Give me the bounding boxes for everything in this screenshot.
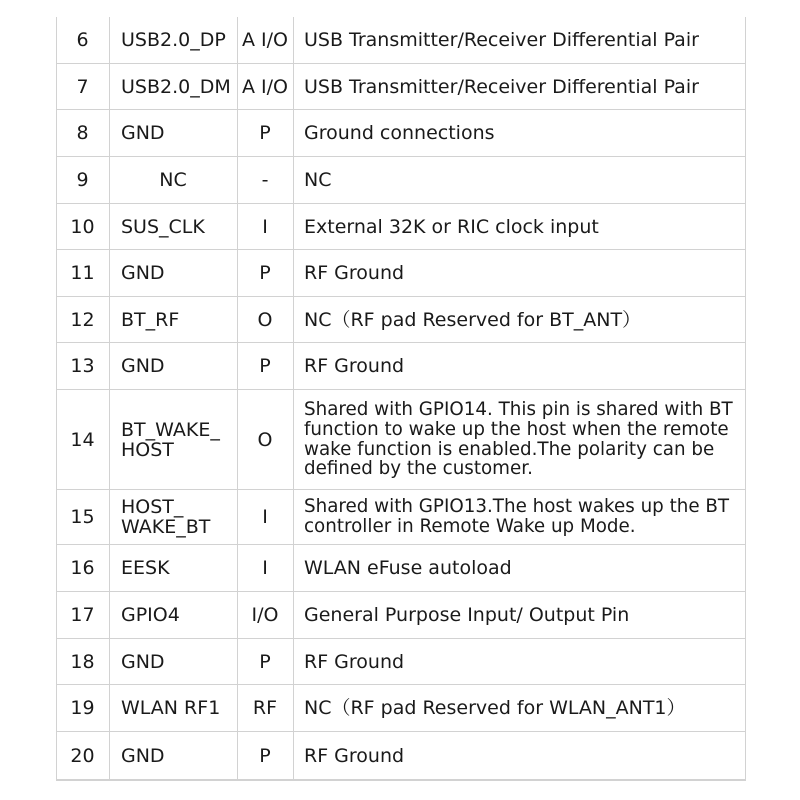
- pin-name: SUS_CLK: [121, 215, 205, 238]
- pin-description: WLAN eFuse autoload: [304, 557, 512, 579]
- table-row: [56, 732, 745, 780]
- pin-name: NC: [159, 169, 187, 191]
- table-row: [56, 490, 745, 545]
- pin-number: 13: [70, 355, 95, 377]
- pin-number: 11: [70, 262, 95, 284]
- pin-number: 9: [76, 169, 89, 191]
- pin-name: GND: [121, 744, 165, 767]
- pin-name: BT_RF: [121, 308, 180, 331]
- table-row: [56, 110, 745, 157]
- table-row: [56, 685, 745, 732]
- pin-description: Shared with GPIO13.The host wakes up the BT controller in Remote Wake up Mode.: [304, 496, 730, 537]
- pin-name: GPIO4: [121, 604, 180, 626]
- pin-type: I/O: [251, 604, 279, 626]
- table-row: [56, 545, 745, 592]
- table-row: [56, 157, 745, 204]
- pin-description: RF Ground: [304, 650, 405, 673]
- pin-type: A I/O: [242, 75, 288, 98]
- pin-name: GND: [121, 355, 165, 377]
- pin-type: P: [259, 122, 271, 144]
- pin-description: General Purpose Input/ Output Pin: [304, 604, 630, 626]
- pin-description: Shared with GPIO14. This pin is shared with BT function to wake up the host when the remote wake function is enabled.The polarity can be defined by the customer.: [304, 399, 733, 480]
- pin-name: USB2.0_DP: [121, 29, 226, 51]
- pin-name: USB2.0_DM: [121, 75, 231, 98]
- pin-type: P: [259, 355, 271, 377]
- pin-name: GND: [121, 262, 165, 284]
- pin-description: RF Ground: [304, 744, 405, 767]
- pin-type: O: [257, 308, 273, 331]
- table-row: [56, 64, 745, 110]
- pin-number: 14: [70, 428, 95, 451]
- pin-description: NC: [304, 169, 332, 191]
- pin-type: P: [259, 650, 271, 673]
- table-row: [56, 639, 745, 685]
- pin-description: NC（RF pad Reserved for WLAN_ANT1）: [304, 697, 686, 719]
- pin-type: P: [259, 744, 271, 767]
- pin-number: 15: [70, 506, 95, 528]
- table-row: [56, 204, 745, 250]
- table-row: [56, 390, 745, 490]
- pin-number: 16: [70, 557, 95, 579]
- pin-number: 20: [70, 744, 95, 767]
- pin-type: O: [257, 428, 273, 451]
- table-row: [56, 17, 745, 64]
- pin-name: HOST_ WAKE_BT: [121, 496, 211, 538]
- table-row: [56, 250, 745, 297]
- pin-description: Ground connections: [304, 122, 495, 144]
- pin-number: 18: [70, 650, 95, 673]
- table-row: [56, 343, 745, 390]
- pin-type: RF: [252, 697, 278, 719]
- pin-description: RF Ground: [304, 262, 405, 284]
- pin-number: 12: [70, 308, 95, 331]
- pin-name: BT_WAKE_ HOST: [121, 418, 220, 461]
- pin-type: -: [261, 169, 269, 191]
- pin-name: WLAN RF1: [121, 697, 221, 719]
- pin-number: 17: [70, 604, 95, 626]
- pin-name: GND: [121, 122, 165, 144]
- pin-number: 8: [76, 122, 89, 144]
- pin-type: I: [262, 506, 268, 528]
- pin-type: P: [259, 262, 271, 284]
- pin-number: 19: [70, 697, 95, 719]
- pin-name: EESK: [121, 557, 170, 579]
- pin-description: NC（RF pad Reserved for BT_ANT）: [304, 308, 642, 331]
- pin-description: USB Transmitter/Receiver Differential Pair: [304, 75, 699, 98]
- pin-description: External 32K or RIC clock input: [304, 215, 599, 238]
- table-row: [56, 297, 745, 343]
- table-row: [56, 592, 745, 639]
- pin-number: 7: [76, 75, 89, 98]
- pin-description: USB Transmitter/Receiver Differential Pair: [304, 29, 699, 51]
- pin-type: I: [262, 215, 268, 238]
- pin-description: RF Ground: [304, 355, 405, 377]
- pin-number: 10: [70, 215, 95, 238]
- pin-type: I: [262, 557, 268, 579]
- pin-type: A I/O: [242, 29, 288, 51]
- pin-name: GND: [121, 650, 165, 673]
- pin-number: 6: [76, 29, 89, 51]
